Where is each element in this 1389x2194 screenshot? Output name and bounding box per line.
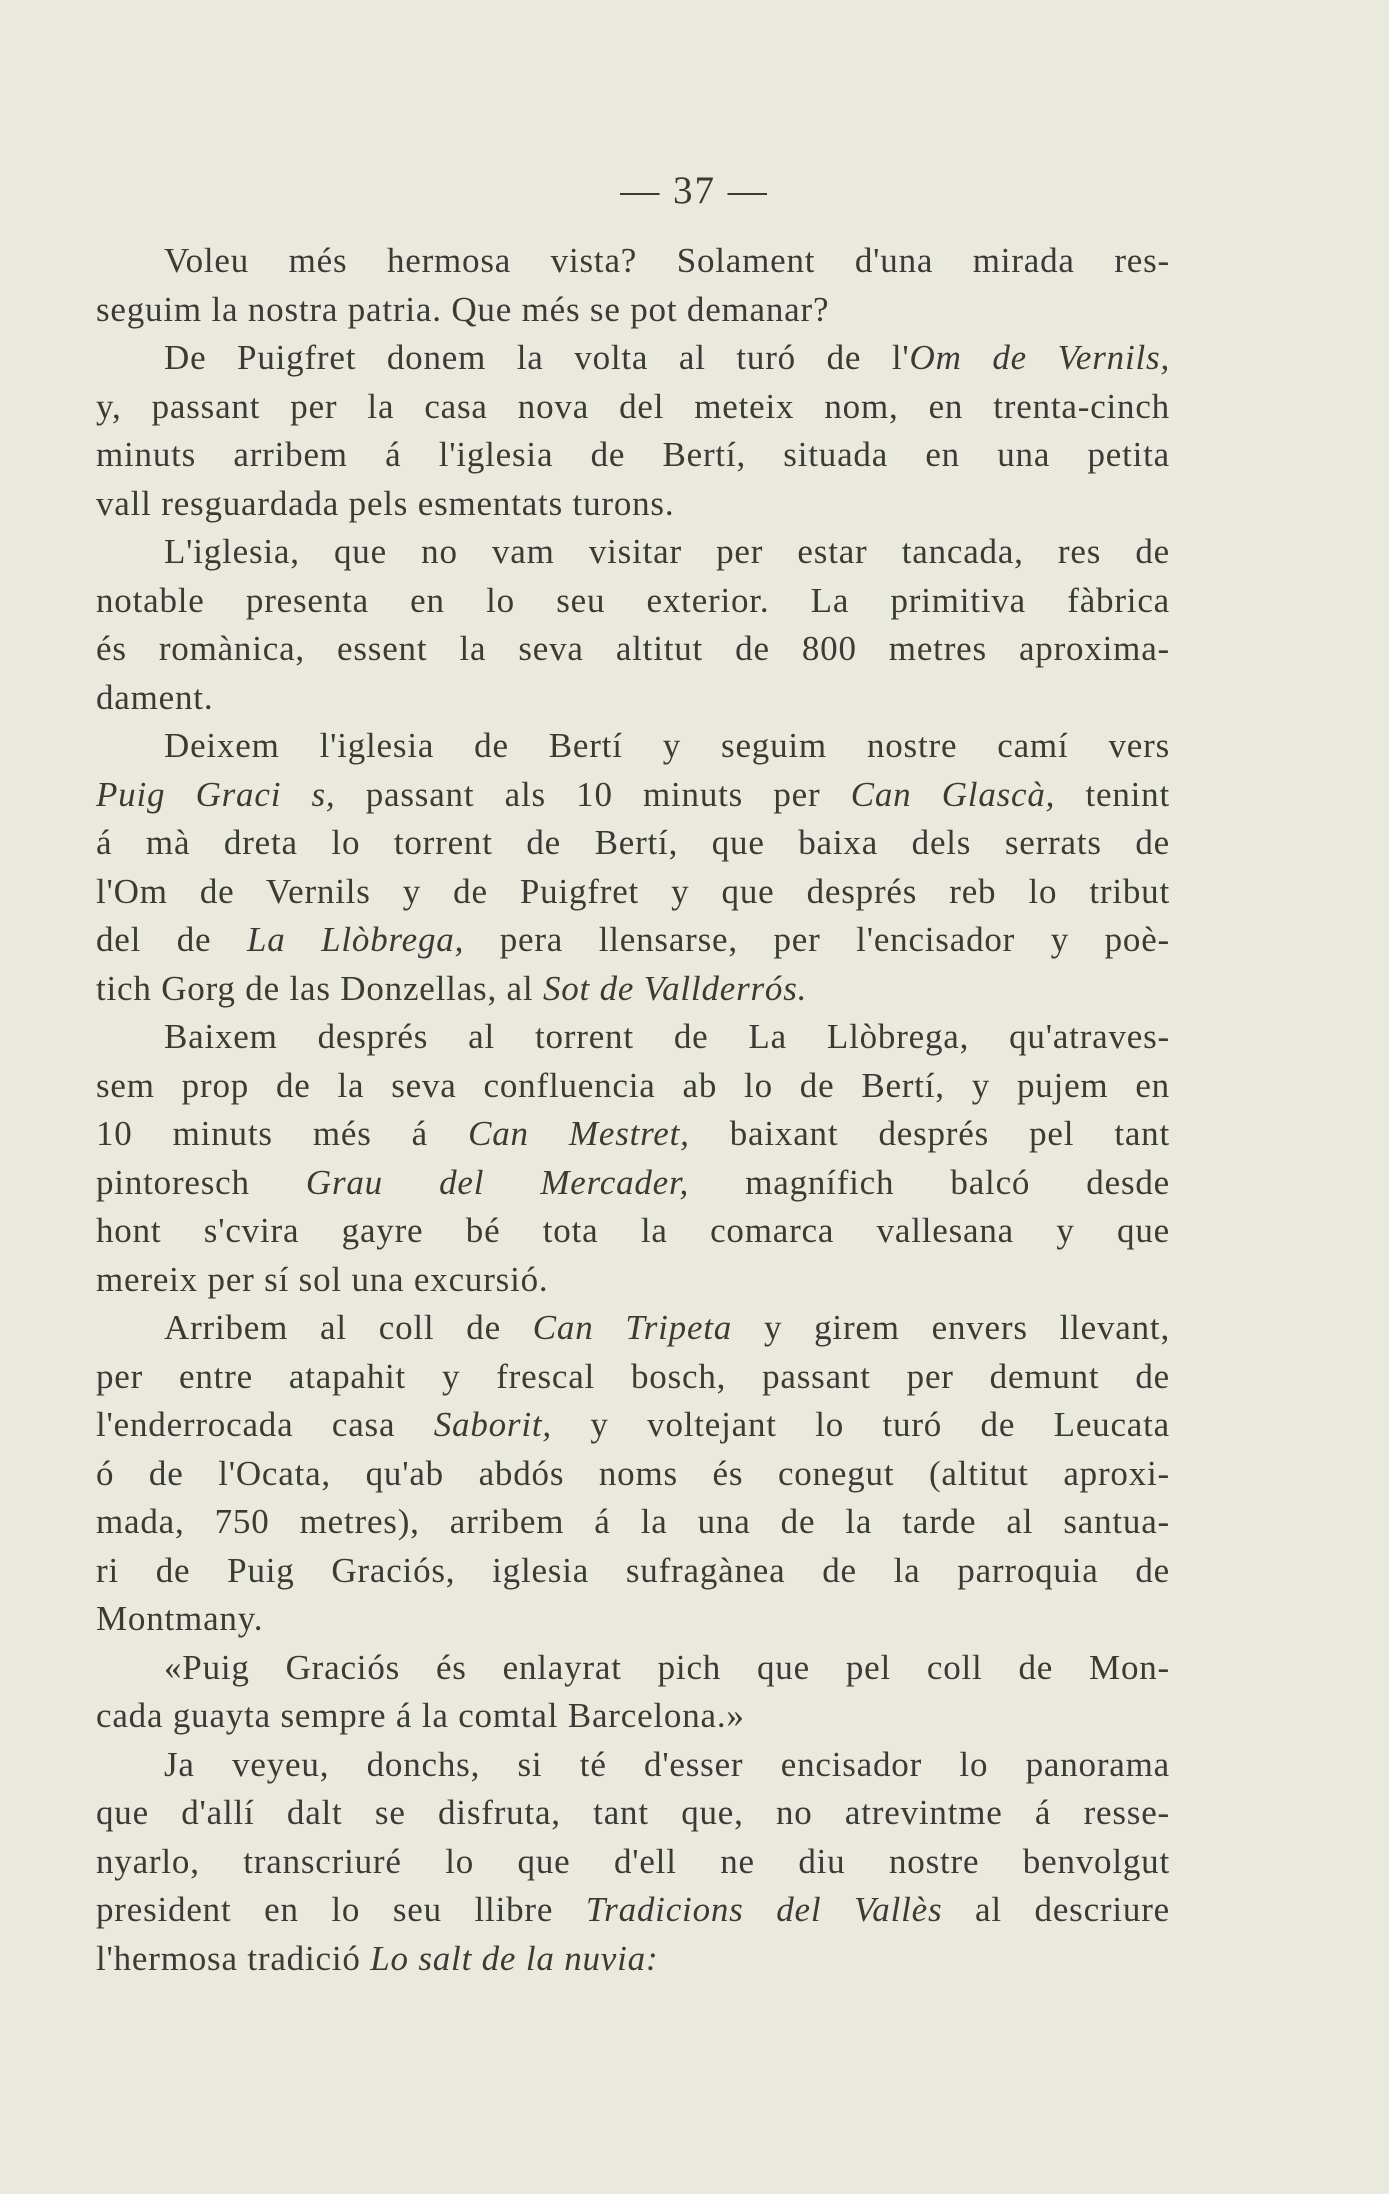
text-line — [96, 1110, 1170, 1159]
text-line — [96, 771, 1170, 820]
text-run: és romànica, essent la seva altitut de 800 metres aproxima- — [96, 629, 1170, 668]
italic-text: Grau del Mercader, — [305, 1162, 690, 1202]
text-run: y voltejant lo turó de Leucata — [551, 1405, 1170, 1444]
text-run: sem prop de la seva confluencia ab lo de Bertí, y pujem en — [96, 1065, 1170, 1105]
text-line — [96, 431, 1170, 480]
text-line — [96, 1062, 1170, 1111]
text-line — [96, 1498, 1170, 1547]
italic-text: Puig Graci s, — [96, 774, 336, 814]
text-run: l'enderrocada casa — [96, 1405, 434, 1444]
text-run: dament. — [96, 677, 214, 717]
text-run: 10 minuts més á — [96, 1114, 469, 1153]
text-line — [96, 1256, 1170, 1305]
text-run: minuts arribem á l'iglesia de Bertí, situada en una petita — [96, 435, 1170, 474]
text-run: per entre atapahit y frescal bosch, passant per demunt de — [96, 1356, 1170, 1396]
text-line — [96, 1789, 1170, 1838]
text-run: De Puigfret donem la volta al turó de l' — [164, 338, 910, 377]
text-line — [96, 1741, 1170, 1790]
text-run: hont s'cvira gayre bé tota la comarca vallesana y que — [96, 1211, 1170, 1250]
text-line — [96, 286, 1170, 335]
text-run: notable presenta en lo seu exterior. La primitiva fàbrica — [96, 580, 1170, 620]
text-line — [96, 1644, 1170, 1693]
text-line — [96, 819, 1170, 868]
italic-text: Can Glascà, — [850, 774, 1056, 814]
text-run: Deixem l'iglesia de Bertí y seguim nostre camí vers — [164, 726, 1170, 765]
text-line — [96, 1304, 1170, 1353]
text-run: L'iglesia, que no vam visitar per estar tancada, res de — [164, 532, 1170, 571]
text-line — [96, 625, 1170, 674]
text-line — [96, 1838, 1170, 1887]
text-run: l'hermosa tradició — [96, 1938, 371, 1978]
text-run: tenint — [1055, 774, 1171, 814]
text-line — [96, 1013, 1170, 1062]
text-line — [96, 965, 1170, 1014]
body-text — [96, 237, 1170, 1983]
text-run: Voleu més hermosa vista? Solament d'una mirada res- — [164, 241, 1170, 280]
text-run: seguim la nostra patria. Que més se pot demanar? — [96, 289, 830, 329]
text-run: «Puig Graciós és enlayrat pich que pel coll de Mon- — [164, 1647, 1170, 1687]
text-line — [96, 1401, 1170, 1450]
text-line — [96, 1159, 1170, 1208]
text-line — [96, 528, 1170, 577]
text-run: tich Gorg de las Donzellas, al — [96, 968, 543, 1008]
italic-text: Lo salt de la nuvia: — [370, 1938, 659, 1978]
text-line — [96, 1450, 1170, 1499]
text-line — [96, 480, 1170, 529]
text-run: mereix per sí sol una excursió. — [96, 1259, 549, 1299]
text-line — [96, 868, 1170, 917]
text-run: y, passant per la casa nova del meteix nom, en trenta-cinch — [96, 386, 1170, 426]
text-run: Baixem després al torrent de La Llòbrega, qu'atraves- — [164, 1017, 1170, 1056]
text-run: Ja veyeu, donchs, si té d'esser encisador lo panorama — [164, 1744, 1170, 1784]
text-run: president en lo seu llibre — [96, 1890, 586, 1929]
text-run: ri de Puig Graciós, iglesia sufragànea de la parroquia de — [96, 1550, 1170, 1590]
text-run: Montmany. — [96, 1599, 264, 1638]
text-line — [96, 577, 1170, 626]
italic-text: Saborit, — [433, 1405, 552, 1444]
text-line — [96, 237, 1170, 286]
italic-text: Tradicions del Vallès — [585, 1890, 943, 1929]
text-line — [96, 1886, 1170, 1935]
text-run: vall resguardada pels esmentats turons. — [96, 483, 675, 523]
text-run: del de — [96, 920, 247, 959]
text-line — [96, 1547, 1170, 1596]
text-run: y girem envers llevant, — [732, 1308, 1170, 1347]
text-line — [96, 334, 1170, 383]
text-line — [96, 1353, 1170, 1402]
text-line — [96, 1595, 1170, 1644]
text-line — [96, 1935, 1170, 1984]
text-run: passant als 10 minuts per — [335, 774, 851, 814]
text-line — [96, 674, 1170, 723]
page-number: — 37 — — [620, 169, 769, 212]
text-run: l'Om de Vernils y de Puigfret y que després reb lo tribut — [96, 871, 1170, 911]
text-line — [96, 1692, 1170, 1741]
text-line — [96, 722, 1170, 771]
text-run: á mà dreta lo torrent de Bertí, que baixa dels serrats de — [96, 823, 1170, 862]
italic-text: Can Mestret, — [468, 1114, 690, 1153]
text-run: pintoresch — [96, 1162, 306, 1202]
text-line — [96, 1207, 1170, 1256]
italic-text: La Llòbrega, — [246, 920, 465, 959]
text-run: Arribem al coll de — [164, 1308, 533, 1347]
text-run: que d'allí dalt se disfruta, tant que, no atrevintme á resse- — [96, 1793, 1170, 1832]
text-run: al descriure — [942, 1890, 1171, 1929]
italic-text: Om de Vernils, — [909, 338, 1170, 377]
text-line — [96, 383, 1170, 432]
text-run: ó de l'Ocata, qu'ab abdós noms és conegut (altitut aproxi- — [96, 1453, 1170, 1493]
text-run: nyarlo, transcriuré lo que d'ell ne diu nostre benvolgut — [96, 1841, 1170, 1881]
text-run: baixant després pel tant — [689, 1114, 1170, 1153]
text-line — [96, 916, 1170, 965]
text-run: cada guayta sempre á la comtal Barcelona.» — [96, 1696, 745, 1735]
text-run: mada, 750 metres), arribem á la una de la tarde al santua- — [96, 1502, 1170, 1541]
italic-text: Sot de Vallderrós. — [542, 968, 808, 1008]
text-run: pera llensarse, per l'encisador y poè- — [464, 920, 1170, 959]
italic-text: Can Tripeta — [532, 1308, 733, 1347]
text-run: magnífich balcó desde — [689, 1162, 1170, 1202]
